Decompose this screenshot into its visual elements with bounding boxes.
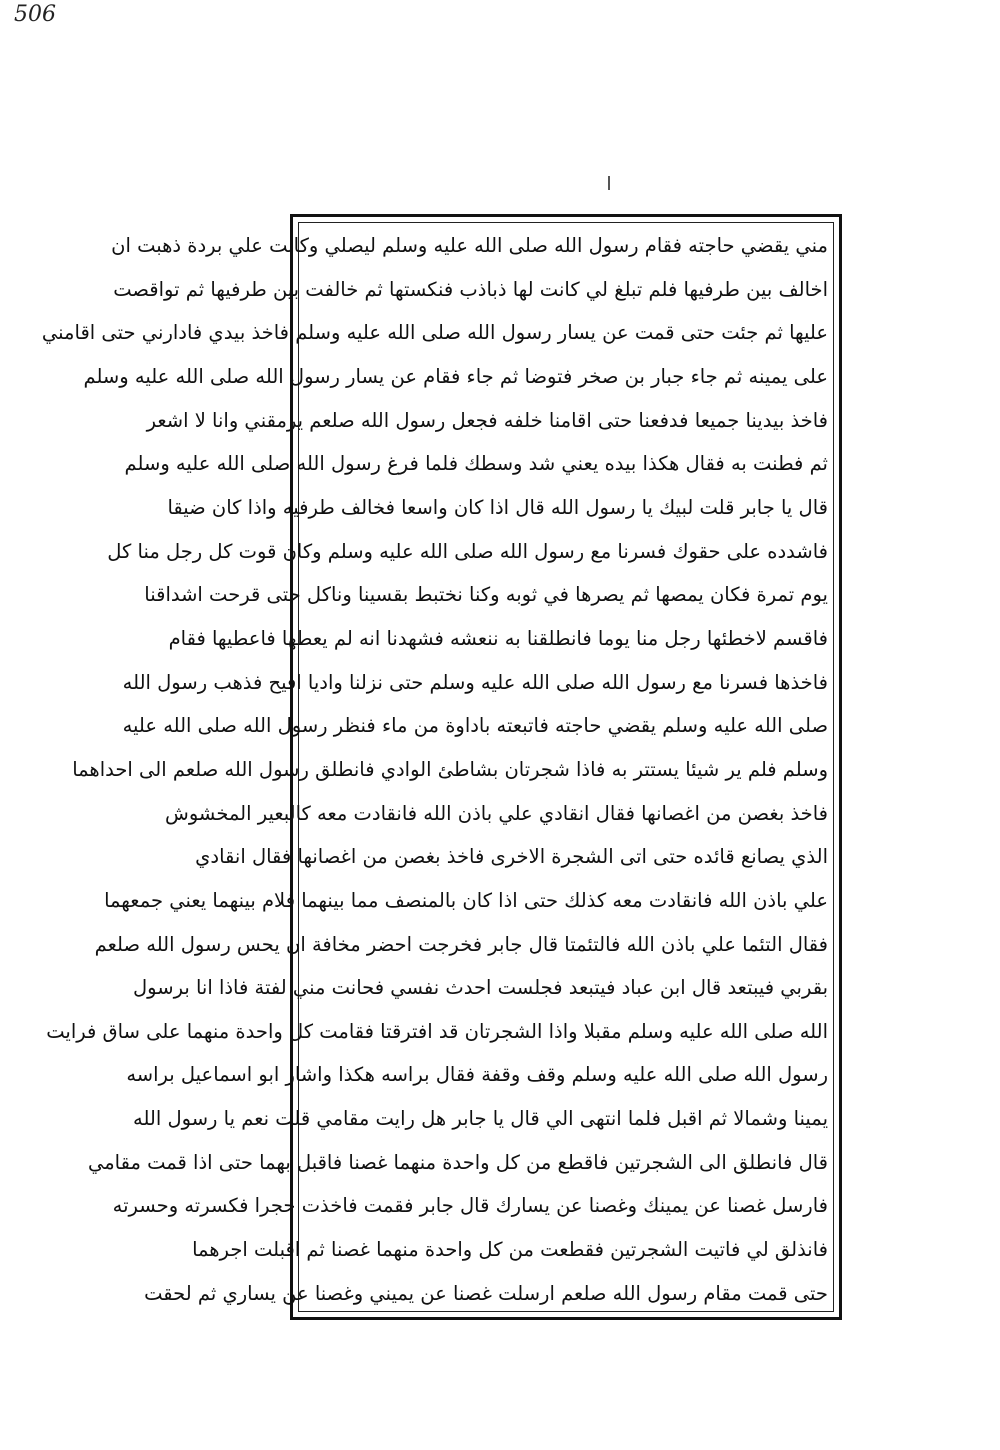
manuscript-text-block — [41, 232, 828, 1308]
manuscript-line: علي باذن الله فانقادت معه كذلك حتى اذا كان بالمنصف مما بينهما فلام بينهما يعني جمعهما — [104, 888, 828, 912]
manuscript-line: الذي يصانع قائده حتى اتى الشجرة الاخرى فاخذ بغصن من اغصانها فقال انقادي — [195, 845, 828, 869]
manuscript-line: صلى الله عليه وسلم يقضي حاجته فاتبعته باداوة من ماء فنظر رسول الله صلى الله عليه — [122, 714, 828, 738]
manuscript-line: فاخذ بغصن من اغصانها فقال انقادي علي باذن الله فانقادت معه كالبعير المخشوش — [165, 801, 828, 825]
manuscript-line: عليها ثم جئت حتى قمت عن يسار رسول الله صلى الله عليه وسلم فاخذ بيدي فادارني حتى اقامني — [41, 321, 828, 345]
manuscript-line: بقربي فيبتعد قال ابن عباد فيتبعد فجلست احدث نفسي فحانت مني لفتة فاذا انا برسول — [133, 976, 828, 1000]
margin-tick-mark — [608, 176, 610, 190]
manuscript-line: اخالف بين طرفيها فلم تبلغ لي كانت لها ذباذب فنكستها ثم خالفت بين طرفيها ثم تواقصت — [113, 277, 828, 301]
manuscript-line: فقال التئما علي باذن الله فالتئمتا قال جابر فخرجت احضر مخافة ان يحس رسول الله صلعم — [94, 932, 828, 956]
manuscript-line: فارسل غصنا عن يمينك وغصنا عن يسارك قال جابر فقمت فاخذت حجرا فكسرته وحسرته — [112, 1194, 828, 1218]
manuscript-line: يمينا وشمالا ثم اقبل فلما انتهى الي قال يا جابر هل رايت مقامي قلت نعم يا رسول الله — [132, 1107, 828, 1131]
manuscript-line: فاخذها فسرنا مع رسول الله صلى الله عليه وسلم حتى نزلنا واديا افيح فذهب رسول الله — [122, 670, 828, 694]
manuscript-line: مني يقضي حاجته فقام رسول الله صلى الله عليه وسلم ليصلي وكانت علي بردة ذهبت ان — [111, 234, 828, 257]
manuscript-line: رسول الله صلى الله عليه وسلم وقف وقفة فقال براسه هكذا واشار ابو اسماعيل براسه — [126, 1063, 828, 1087]
manuscript-line: على يمينه ثم جاء جبار بن صخر فتوضا ثم جاء فقام عن يسار رسول الله صلى الله عليه وسلم — [83, 364, 828, 388]
manuscript-line: حتى قمت مقام رسول الله صلعم ارسلت غصنا عن يميني وغصنا عن يساري ثم لحقت — [144, 1281, 828, 1305]
page-number: 506 — [14, 2, 56, 27]
manuscript-line: ثم فطنت به فقال هكذا بيده يعني شد وسطك فلما فرغ رسول الله صلى الله عليه وسلم — [124, 452, 828, 476]
manuscript-line: قال فانطلق الى الشجرتين فاقطع من كل واحدة منهما غصنا فاقبل بهما حتى اذا قمت مقامي — [87, 1150, 828, 1174]
manuscript-line: يوم تمرة فكان يمصها ثم يصرها في ثوبه وكنا نختبط بقسينا وناكل حتى قرحت اشداقنا — [144, 583, 828, 607]
manuscript-line: وسلم فلم ير شيئا يستتر به فاذا شجرتان بشاطئ الوادي فانطلق رسول الله صلعم الى احداهما — [72, 757, 828, 781]
manuscript-line: فانذلق لي فاتيت الشجرتين فقطعت من كل واحدة منهما غصنا ثم اقبلت اجرهما — [192, 1238, 828, 1262]
manuscript-line: فاشدده على حقوك فسرنا مع رسول الله صلى الله عليه وسلم وكان قوت كل رجل منا كل — [107, 539, 828, 563]
manuscript-line: فاقسم لاخطئها رجل منا يوما فانطلقنا به ننعشه فشهدنا انه لم يعطها فاعطيها فقام — [168, 626, 828, 650]
manuscript-line: فاخذ بيدينا جميعا فدفعنا حتى اقامنا خلفه فجعل رسول الله صلعم يرمقني وانا لا اشعر — [146, 408, 828, 432]
manuscript-line: قال يا جابر قلت لبيك يا رسول الله قال اذا كان واسعا فخالف طرفيه واذا كان ضيقا — [167, 495, 828, 519]
manuscript-line: الله صلى الله عليه وسلم مقبلا واذا الشجرتان قد افترقتا فقامت كل واحدة منهما على ساق فرايت — [46, 1019, 828, 1043]
